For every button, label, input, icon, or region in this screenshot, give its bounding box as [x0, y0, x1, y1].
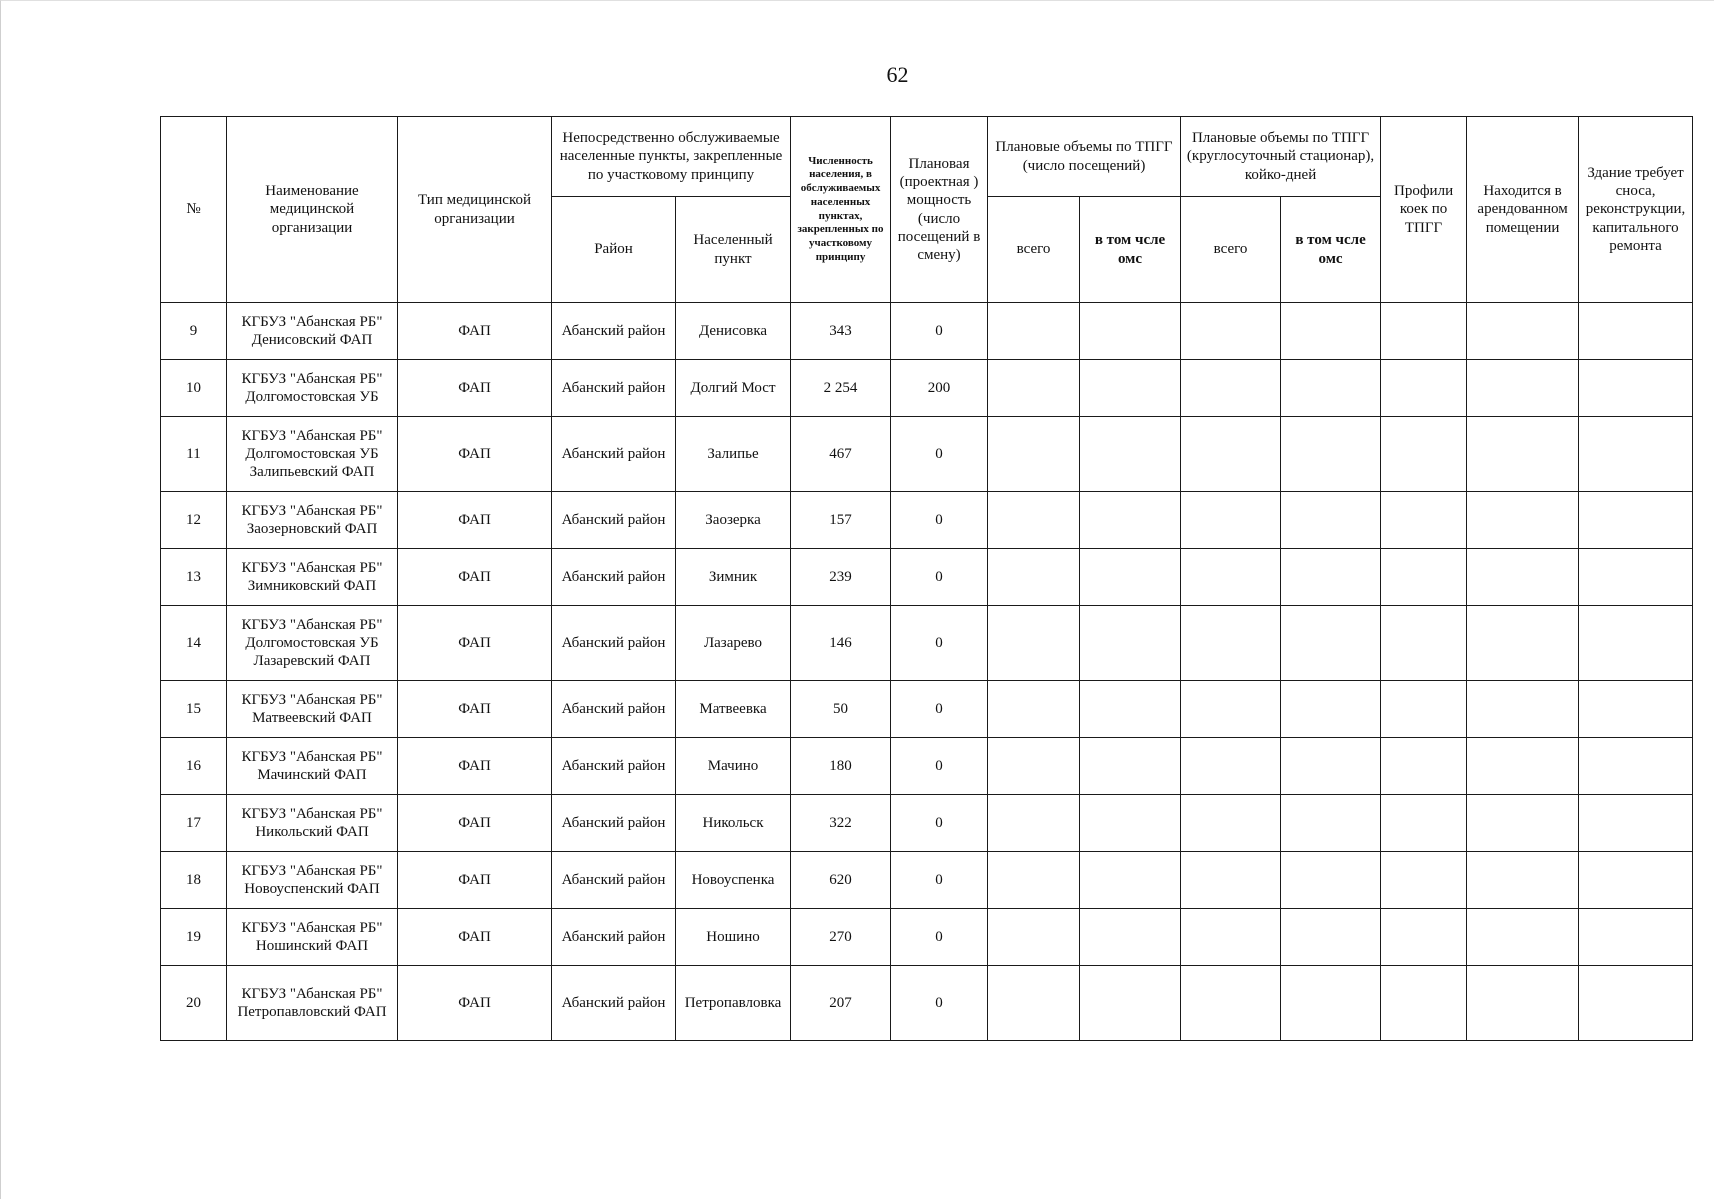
empty-cell [1281, 549, 1381, 606]
row-capacity: 0 [891, 909, 988, 966]
empty-cell [1080, 681, 1181, 738]
row-capacity: 200 [891, 360, 988, 417]
header-settlement: Населенный пункт [676, 197, 791, 303]
empty-cell [1080, 795, 1181, 852]
row-settlement: Денисовка [676, 303, 791, 360]
row-capacity: 0 [891, 606, 988, 681]
empty-cell [1181, 492, 1281, 549]
empty-cell [1579, 966, 1693, 1041]
table-row [161, 360, 1693, 417]
empty-cell [1281, 417, 1381, 492]
row-settlement: Петропавловка [676, 966, 791, 1041]
table-row [161, 417, 1693, 492]
page-number: 62 [886, 62, 909, 87]
row-capacity: 0 [891, 549, 988, 606]
row-org-name: КГБУЗ "Абанская РБ" Ношинский ФАП [227, 909, 398, 966]
row-type: ФАП [398, 303, 552, 360]
row-type: ФАП [398, 681, 552, 738]
row-population: 467 [791, 417, 891, 492]
empty-cell [1467, 303, 1579, 360]
empty-cell [1181, 417, 1281, 492]
empty-cell [988, 549, 1080, 606]
row-num: 13 [161, 549, 227, 606]
empty-cell [1467, 606, 1579, 681]
row-district: Абанский район [552, 681, 676, 738]
table-row [161, 681, 1693, 738]
empty-cell [1381, 795, 1467, 852]
row-population: 157 [791, 492, 891, 549]
row-num: 15 [161, 681, 227, 738]
row-district: Абанский район [552, 966, 676, 1041]
empty-cell [1080, 360, 1181, 417]
row-num: 16 [161, 738, 227, 795]
empty-cell [1467, 417, 1579, 492]
empty-cell [1381, 360, 1467, 417]
empty-cell [1579, 909, 1693, 966]
empty-cell [988, 360, 1080, 417]
row-org-name: КГБУЗ "Абанская РБ" Никольский ФАП [227, 795, 398, 852]
empty-cell [988, 909, 1080, 966]
empty-cell [1467, 681, 1579, 738]
empty-cell [1467, 852, 1579, 909]
row-capacity: 0 [891, 966, 988, 1041]
empty-cell [988, 606, 1080, 681]
row-capacity: 0 [891, 303, 988, 360]
empty-cell [1181, 606, 1281, 681]
header-visits-group: Плановые объемы по ТПГГ (число посещений) [988, 117, 1181, 197]
empty-cell [1181, 360, 1281, 417]
row-type: ФАП [398, 909, 552, 966]
row-district: Абанский район [552, 738, 676, 795]
empty-cell [1281, 303, 1381, 360]
header-type: Тип медицинской организации [398, 117, 552, 303]
row-org-name: КГБУЗ "Абанская РБ" Матвеевский ФАП [227, 681, 398, 738]
row-num: 12 [161, 492, 227, 549]
row-num: 10 [161, 360, 227, 417]
row-population: 146 [791, 606, 891, 681]
row-settlement: Залипье [676, 417, 791, 492]
empty-cell [988, 303, 1080, 360]
row-population: 50 [791, 681, 891, 738]
header-visits-total: всего [988, 197, 1080, 303]
header-rented: Находится в арендованном помещении [1467, 117, 1579, 303]
empty-cell [1381, 909, 1467, 966]
row-population: 322 [791, 795, 891, 852]
row-district: Абанский район [552, 909, 676, 966]
empty-cell [1281, 360, 1381, 417]
empty-cell [1181, 681, 1281, 738]
row-settlement: Матвеевка [676, 681, 791, 738]
row-district: Абанский район [552, 492, 676, 549]
row-capacity: 0 [891, 852, 988, 909]
empty-cell [1181, 549, 1281, 606]
empty-cell [1281, 909, 1381, 966]
empty-cell [1281, 738, 1381, 795]
table-row [161, 303, 1693, 360]
empty-cell [988, 852, 1080, 909]
row-type: ФАП [398, 966, 552, 1041]
row-population: 207 [791, 966, 891, 1041]
empty-cell [1467, 738, 1579, 795]
table-row [161, 549, 1693, 606]
row-population: 2 254 [791, 360, 891, 417]
empty-cell [1281, 681, 1381, 738]
empty-cell [1467, 360, 1579, 417]
table-row [161, 606, 1693, 681]
row-org-name: КГБУЗ "Абанская РБ" Новоуспенский ФАП [227, 852, 398, 909]
empty-cell [1281, 606, 1381, 681]
empty-cell [1467, 492, 1579, 549]
empty-cell [1381, 738, 1467, 795]
row-type: ФАП [398, 606, 552, 681]
table-row [161, 909, 1693, 966]
header-beds-total: всего [1181, 197, 1281, 303]
header-visits-oms: в том чсле омс [1080, 197, 1181, 303]
empty-cell [1281, 795, 1381, 852]
empty-cell [1579, 303, 1693, 360]
empty-cell [1181, 303, 1281, 360]
empty-cell [1181, 852, 1281, 909]
empty-cell [1181, 795, 1281, 852]
empty-cell [1579, 606, 1693, 681]
row-district: Абанский район [552, 852, 676, 909]
row-settlement: Никольск [676, 795, 791, 852]
row-population: 620 [791, 852, 891, 909]
row-district: Абанский район [552, 549, 676, 606]
empty-cell [988, 966, 1080, 1041]
header-population: Численность населения, в обслуживаемых населенных пунктах, закрепленных по участковому принципу [791, 117, 891, 303]
empty-cell [1080, 738, 1181, 795]
row-type: ФАП [398, 360, 552, 417]
row-num: 11 [161, 417, 227, 492]
empty-cell [988, 417, 1080, 492]
row-settlement: Долгий Мост [676, 360, 791, 417]
row-org-name: КГБУЗ "Абанская РБ" Долгомостовская УБ [227, 360, 398, 417]
header-district: Район [552, 197, 676, 303]
row-org-name: КГБУЗ "Абанская РБ" Зимниковский ФАП [227, 549, 398, 606]
empty-cell [988, 492, 1080, 549]
row-num: 17 [161, 795, 227, 852]
row-district: Абанский район [552, 795, 676, 852]
row-org-name: КГБУЗ "Абанская РБ" Долгомостовская УБ Залипьевский ФАП [227, 417, 398, 492]
empty-cell [1467, 549, 1579, 606]
empty-cell [1281, 852, 1381, 909]
empty-cell [1181, 966, 1281, 1041]
empty-cell [988, 795, 1080, 852]
empty-cell [1381, 681, 1467, 738]
facilities-table [160, 116, 1693, 1041]
empty-cell [988, 738, 1080, 795]
row-type: ФАП [398, 738, 552, 795]
empty-cell [988, 681, 1080, 738]
row-capacity: 0 [891, 417, 988, 492]
row-population: 270 [791, 909, 891, 966]
row-org-name: КГБУЗ "Абанская РБ" Денисовский ФАП [227, 303, 398, 360]
empty-cell [1467, 795, 1579, 852]
header-beds-group: Плановые объемы по ТПГГ (круглосуточный стационар), койко-дней [1181, 117, 1381, 197]
empty-cell [1080, 492, 1181, 549]
empty-cell [1579, 795, 1693, 852]
row-population: 239 [791, 549, 891, 606]
row-type: ФАП [398, 795, 552, 852]
table-row [161, 852, 1693, 909]
empty-cell [1381, 417, 1467, 492]
header-profiles: Профили коек по ТПГГ [1381, 117, 1467, 303]
empty-cell [1381, 852, 1467, 909]
header-num: № [161, 117, 227, 303]
empty-cell [1381, 966, 1467, 1041]
empty-cell [1381, 492, 1467, 549]
row-settlement: Заозерка [676, 492, 791, 549]
table-row [161, 795, 1693, 852]
empty-cell [1381, 549, 1467, 606]
empty-cell [1080, 852, 1181, 909]
row-population: 180 [791, 738, 891, 795]
table-row [161, 492, 1693, 549]
empty-cell [1467, 909, 1579, 966]
row-num: 14 [161, 606, 227, 681]
empty-cell [1181, 909, 1281, 966]
row-capacity: 0 [891, 681, 988, 738]
row-settlement: Лазарево [676, 606, 791, 681]
empty-cell [1381, 606, 1467, 681]
empty-cell [1080, 606, 1181, 681]
row-type: ФАП [398, 417, 552, 492]
row-settlement: Новоуспенка [676, 852, 791, 909]
row-type: ФАП [398, 852, 552, 909]
empty-cell [1579, 681, 1693, 738]
row-org-name: КГБУЗ "Абанская РБ" Мачинский ФАП [227, 738, 398, 795]
row-district: Абанский район [552, 303, 676, 360]
empty-cell [1579, 549, 1693, 606]
row-settlement: Мачино [676, 738, 791, 795]
header-beds-oms: в том чсле омс [1281, 197, 1381, 303]
header-demolition: Здание требует сноса, реконструкции, капитального ремонта [1579, 117, 1693, 303]
header-served-group: Непосредственно обслуживаемые населенные пункты, закрепленные по участковому принципу [552, 117, 791, 197]
row-capacity: 0 [891, 738, 988, 795]
empty-cell [1080, 549, 1181, 606]
empty-cell [1080, 966, 1181, 1041]
empty-cell [1080, 303, 1181, 360]
empty-cell [1381, 303, 1467, 360]
empty-cell [1080, 909, 1181, 966]
row-num: 20 [161, 966, 227, 1041]
header-capacity: Плановая (проектная ) мощность (число посещений в смену) [891, 117, 988, 303]
row-num: 18 [161, 852, 227, 909]
empty-cell [1579, 852, 1693, 909]
empty-cell [1281, 492, 1381, 549]
row-capacity: 0 [891, 795, 988, 852]
row-type: ФАП [398, 492, 552, 549]
row-num: 19 [161, 909, 227, 966]
empty-cell [1467, 966, 1579, 1041]
empty-cell [1181, 738, 1281, 795]
row-org-name: КГБУЗ "Абанская РБ" Петропавловский ФАП [227, 966, 398, 1041]
table-row [161, 966, 1693, 1041]
empty-cell [1281, 966, 1381, 1041]
empty-cell [1579, 417, 1693, 492]
row-org-name: КГБУЗ "Абанская РБ" Заозерновский ФАП [227, 492, 398, 549]
row-capacity: 0 [891, 492, 988, 549]
row-settlement: Ношино [676, 909, 791, 966]
empty-cell [1579, 492, 1693, 549]
row-district: Абанский район [552, 360, 676, 417]
table-row [161, 738, 1693, 795]
row-num: 9 [161, 303, 227, 360]
row-population: 343 [791, 303, 891, 360]
row-district: Абанский район [552, 606, 676, 681]
row-settlement: Зимник [676, 549, 791, 606]
empty-cell [1579, 738, 1693, 795]
empty-cell [1080, 417, 1181, 492]
empty-cell [1579, 360, 1693, 417]
header-name: Наименование медицинской организации [227, 117, 398, 303]
row-org-name: КГБУЗ "Абанская РБ" Долгомостовская УБ Лазаревский ФАП [227, 606, 398, 681]
row-type: ФАП [398, 549, 552, 606]
row-district: Абанский район [552, 417, 676, 492]
